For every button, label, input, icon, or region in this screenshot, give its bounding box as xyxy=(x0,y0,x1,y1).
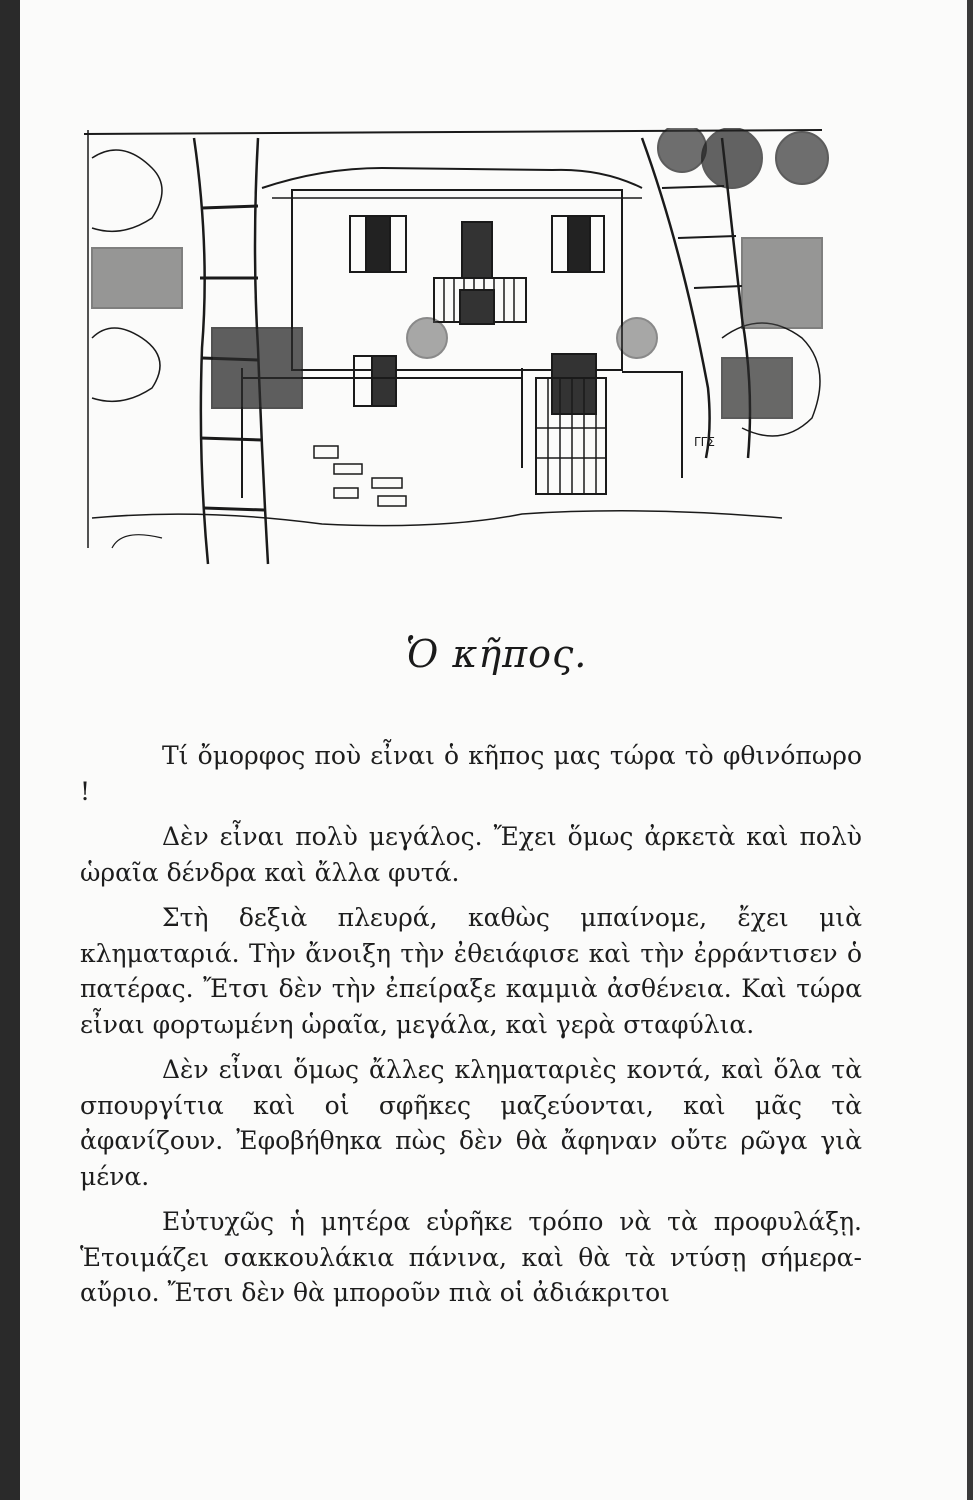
body-text xyxy=(80,738,862,1311)
house-garden-illustration xyxy=(82,128,842,568)
paragraph: Στὴ δεξιὰ πλευρά, καθὼς μπαίνομε, ἔχει μιὰ κληματαριά. Τὴν ἄνοιξη τὴν ἐθειάφισε καὶ τὴν ἐρράντισεν ὁ πατέρας. Ἔτσι δὲν τὴν ἐπείραξε καμμιὰ ἀσθένεια. Καὶ τώρα εἶναι φορτωμένη ὡραῖα, μεγάλα, καὶ γερὰ σταφύλια. xyxy=(80,903,862,1039)
paragraph: Δὲν εἶναι ὅμως ἄλλες κληματαριὲς κοντά, καὶ ὅλα τὰ σπουργίτια καὶ οἱ σφῆκες μαζεύονται, καὶ μᾶς τὰ ἀφανίζουν. Ἐφοβήθηκα πὼς δὲν θὰ ἄφηναν οὔτε ρῶγα γιὰ μένα. xyxy=(80,1055,862,1191)
book-page xyxy=(20,0,973,1500)
paragraph: Εὐτυχῶς ἡ μητέρα εὑρῆκε τρόπο νὰ τὰ προφυλάξῃ. Ἑτοιμάζει σακκουλάκια πάνινα, καὶ θὰ τὰ ντύσῃ σήμερα-αὔριο. Ἔτσι δὲν θὰ μποροῦν πιὰ οἱ ἀδιάκριτοι xyxy=(80,1207,862,1307)
page-edge-shadow xyxy=(967,0,973,1500)
svg-text:ΓΓΣ: ΓΓΣ xyxy=(694,435,715,449)
paragraph: Τί ὄμορφος ποὺ εἶναι ὁ κῆπος μας τώρα τὸ φθινόπωρο ! xyxy=(80,741,862,806)
paragraph: Δὲν εἶναι πολὺ μεγάλος. Ἔχει ὅμως ἀρκετὰ καὶ πολὺ ὡραῖα δένδρα καὶ ἄλλα φυτά. xyxy=(80,822,862,887)
chapter-title: Ὁ κῆπος. xyxy=(405,632,588,676)
